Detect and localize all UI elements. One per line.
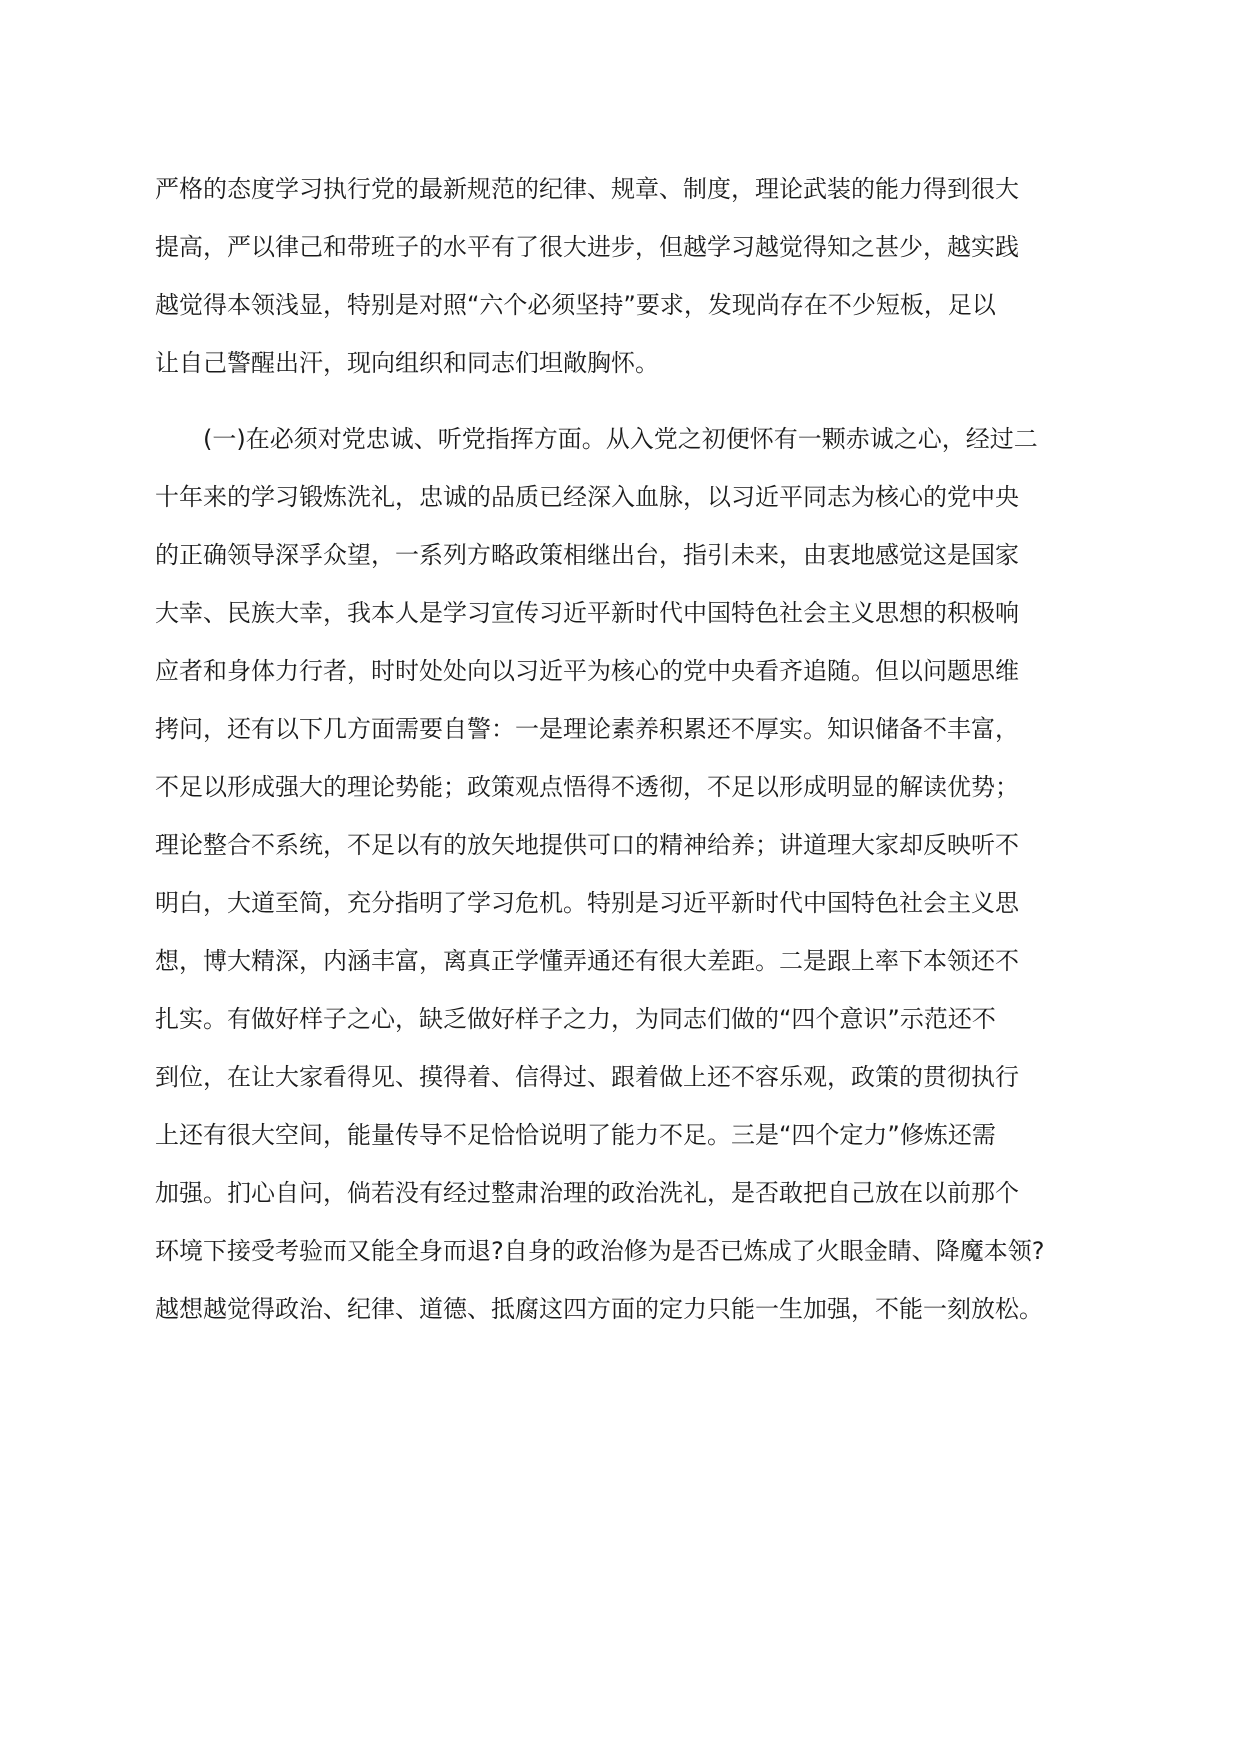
paragraph-1-line-1: 严格的态度学习执行党的最新规范的纪律、规章、制度，理论武装的能力得到很大 (155, 175, 1019, 203)
paragraph-2-line-4: 大幸、民族大幸，我本人是学习宣传习近平新时代中国特色社会主义思想的积极响 (155, 599, 1019, 627)
paragraph-1-line-4: 让自己警醒出汗，现向组织和同志们坦敞胸怀。 (155, 349, 659, 377)
paragraph-2-line-15: 环境下接受考验而又能全身而退?自身的政治修为是否已炼成了火眼金睛、降魔本领? (155, 1237, 1045, 1265)
paragraph-2-line-14: 加强。扪心自问，倘若没有经过整肃治理的政治洗礼，是否敢把自己放在以前那个 (155, 1179, 1019, 1207)
paragraph-2-line-16: 越想越觉得政治、纪律、道德、抵腐这四方面的定力只能一生加强，不能一刻放松。 (155, 1295, 1043, 1323)
paragraph-2-line-12: 到位，在让大家看得见、摸得着、信得过、跟着做上还不容乐观，政策的贯彻执行 (155, 1063, 1019, 1091)
paragraph-2-line-2: 十年来的学习锻炼洗礼，忠诚的品质已经深入血脉，以习近平同志为核心的党中央 (155, 483, 1019, 511)
paragraph-1-line-3: 越觉得本领浅显，特别是对照“六个必须坚持”要求，发现尚存在不少短板，足以 (155, 291, 996, 319)
paragraph-2-line-3: 的正确领导深孚众望，一系列方略政策相继出台，指引未来，由衷地感觉这是国家 (155, 541, 1019, 569)
paragraph-2-line-13: 上还有很大空间，能量传导不足恰恰说明了能力不足。三是“四个定力”修炼还需 (155, 1121, 996, 1149)
paragraph-2-line-6: 拷问，还有以下几方面需要自警：一是理论素养积累还不厚实。知识储备不丰富， (155, 715, 1019, 743)
paragraph-1-line-2: 提高，严以律己和带班子的水平有了很大进步，但越学习越觉得知之甚少，越实践 (155, 233, 1019, 261)
paragraph-2-line-7: 不足以形成强大的理论势能；政策观点悟得不透彻，不足以形成明显的解读优势； (155, 773, 1019, 801)
paragraph-2-line-5: 应者和身体力行者，时时处处向以习近平为核心的党中央看齐追随。但以问题思维 (155, 657, 1019, 685)
paragraph-2-line-9: 明白，大道至简，充分指明了学习危机。特别是习近平新时代中国特色社会主义思 (155, 889, 1019, 917)
paragraph-2-line-10: 想，博大精深，内涵丰富，离真正学懂弄通还有很大差距。二是跟上率下本领还不 (155, 947, 1019, 975)
paragraph-2-line-1: (一)在必须对党忠诚、听党指挥方面。从入党之初便怀有一颗赤诚之心，经过二 (203, 425, 1038, 453)
paragraph-2-line-11: 扎实。有做好样子之心，缺乏做好样子之力，为同志们做的“四个意识”示范还不 (155, 1005, 996, 1033)
paragraph-2-line-8: 理论整合不系统，不足以有的放矢地提供可口的精神给养；讲道理大家却反映听不 (155, 831, 1019, 859)
